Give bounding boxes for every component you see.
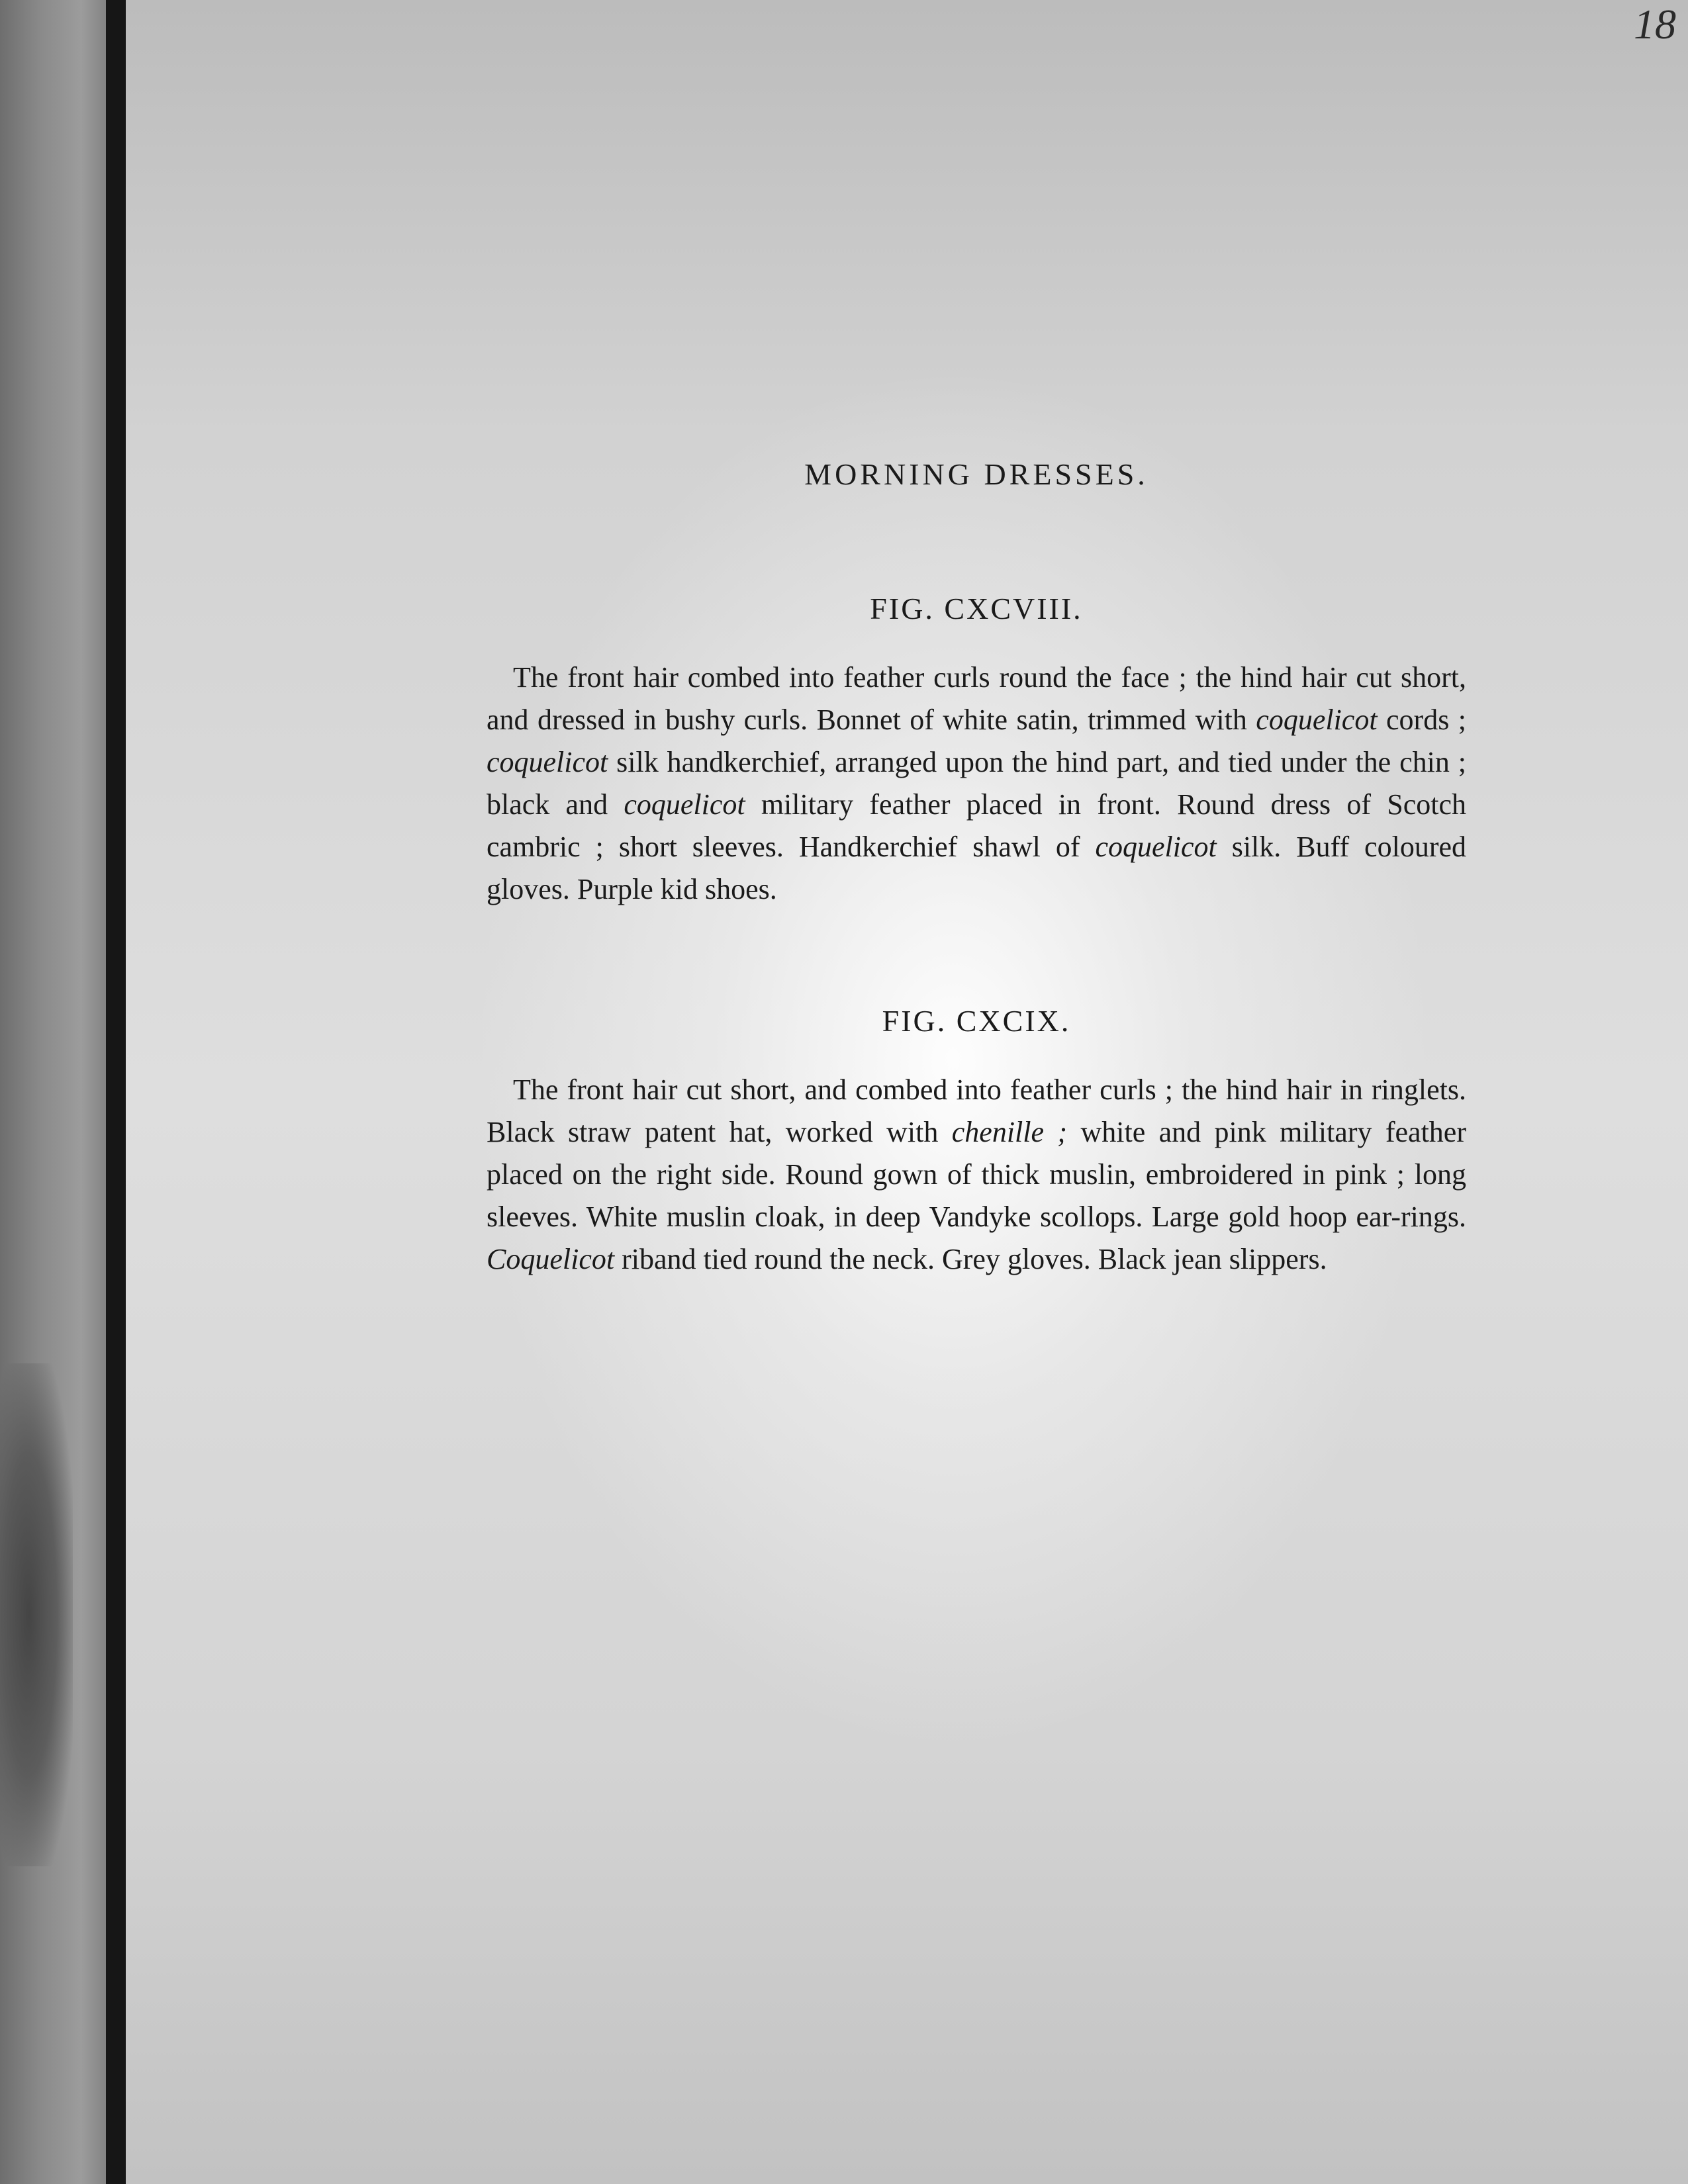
book-gutter — [106, 0, 126, 2184]
figure-section-1 — [487, 591, 1466, 911]
italic-term: chenille ; — [951, 1116, 1068, 1148]
figure-heading: FIG. CXCIX. — [882, 1004, 1071, 1038]
figure-description — [487, 1069, 1466, 1281]
italic-term: coquelicot — [487, 746, 608, 778]
text-run: silk handkerchief, arranged upon the hind part, and tied under the chin ; black and — [487, 746, 1466, 821]
text-run: The front hair cut short, and combed into feather curls ; the hind hair in ringlets. Black straw patent hat, worked with — [487, 1073, 1466, 1148]
text-run: The front hair combed into feather curls round the face ; the hind hair cut short, and dressed in bushy curls. Bonnet of white satin, trimmed with — [487, 661, 1466, 736]
figure-heading: FIG. CXCVIII. — [870, 592, 1083, 625]
page-title: MORNING DRESSES. — [804, 457, 1149, 491]
page-content — [487, 457, 1466, 1373]
text-run: riband tied round the neck. Grey gloves. Black jean slippers. — [614, 1243, 1327, 1275]
text-run: silk. Buff coloured gloves. Purple kid shoes. — [487, 831, 1466, 905]
book-page — [126, 0, 1688, 2184]
text-run: cords ; — [1377, 704, 1467, 736]
italic-term: coquelicot — [1256, 704, 1378, 736]
italic-term: coquelicot — [1095, 831, 1217, 863]
figure-description — [487, 657, 1466, 911]
text-run: white and pink military feather placed on the right side. Round gown of thick muslin, embroidered in pink ; long sleeves. White muslin cloak, in deep Vandyke scollops. Large gold hoop ear-rings. — [487, 1116, 1466, 1233]
ink-smudge — [0, 1363, 73, 1866]
adjacent-page-edge — [0, 0, 116, 2184]
figure-section-2 — [487, 1003, 1466, 1281]
corner-page-mark: 18 — [1634, 1, 1676, 48]
italic-term: coquelicot — [624, 788, 745, 821]
text-run: military feather placed in front. Round dress of Scotch cambric ; short sleeves. Handkerchief shawl of — [487, 788, 1466, 863]
italic-term: Coquelicot — [487, 1243, 615, 1275]
